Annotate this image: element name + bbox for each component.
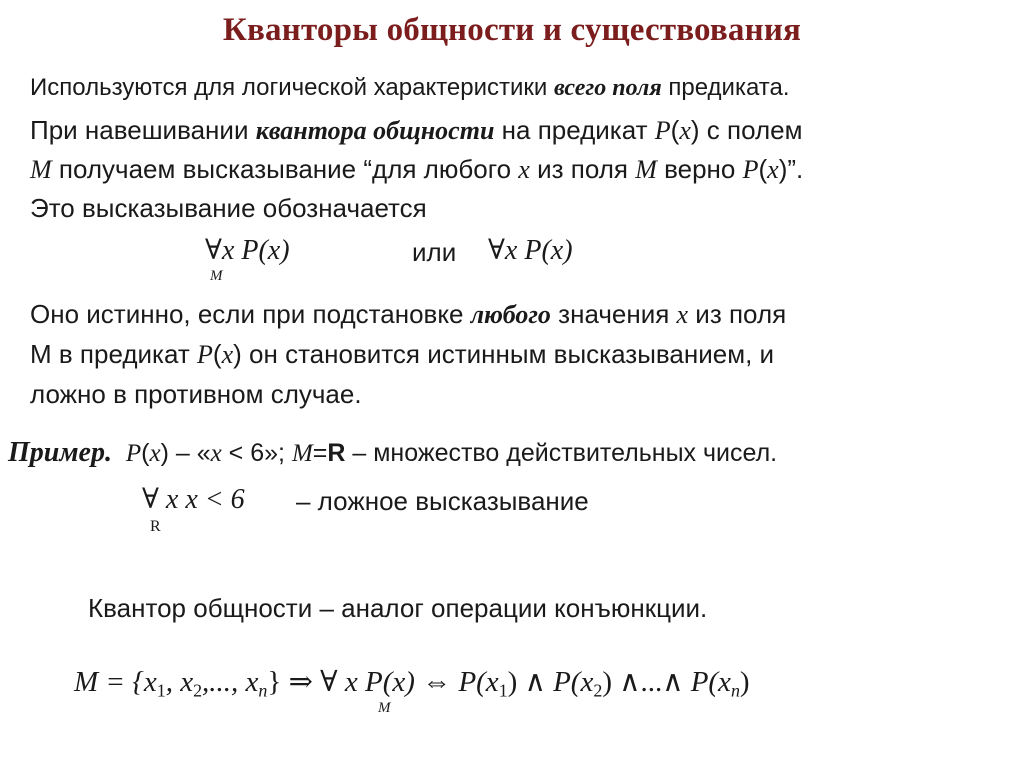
example-formula <box>142 483 245 517</box>
predicate-P: P <box>197 340 213 369</box>
notation-sub-M: M <box>210 268 223 284</box>
formula-part: } <box>267 666 282 698</box>
intro-text: Используются для логической характеристики <box>30 74 555 101</box>
predicate-P: P <box>742 155 759 184</box>
subscript: n <box>730 680 740 701</box>
subscript: 1 <box>156 680 166 701</box>
predicate-P: P <box>125 440 142 467</box>
formula-part: ,..., x <box>202 666 259 698</box>
paren: ( <box>212 339 222 369</box>
field-M: M <box>291 440 313 467</box>
final-formula <box>74 665 750 707</box>
intro-emphasis: всего поля <box>554 75 662 101</box>
para2-line3: ложно в противном случае. <box>30 379 362 409</box>
para1-text: верно <box>656 154 743 184</box>
slide-title: Кванторы общности и существования <box>222 12 802 48</box>
field-M: M <box>30 155 52 184</box>
intro-line <box>30 72 790 104</box>
formula-part: ) <box>507 666 518 698</box>
example-sub-R: R <box>150 518 161 535</box>
forall-icon: ∀ <box>205 235 222 266</box>
example-label: Пример. <box>8 437 112 468</box>
formula-part: P(x <box>553 666 594 698</box>
example-text: – « <box>168 439 211 467</box>
formula-part: ) <box>739 666 750 698</box>
forall-icon: ∀ <box>320 666 338 698</box>
equals-sign: = <box>312 439 328 467</box>
subscript: 1 <box>498 680 508 701</box>
para1-text: с полем <box>699 115 803 145</box>
notation-expr: x P(x) <box>504 235 573 266</box>
para1-line2 <box>30 153 803 186</box>
var-x: x <box>149 440 161 467</box>
subscript: 2 <box>593 680 603 701</box>
notation-expr: x P(x) <box>221 235 290 266</box>
var-x: x <box>221 340 234 369</box>
var-x: x <box>679 116 691 145</box>
para1-text: При навешивании <box>30 115 256 145</box>
forall-icon: ∀ <box>142 484 159 515</box>
example-line <box>8 437 777 470</box>
paren: ) <box>160 439 169 467</box>
var-x: x <box>676 300 689 329</box>
para1-text: на предикат <box>494 115 655 145</box>
iff-icon: ⇔ <box>422 666 452 698</box>
intro-end: предиката. <box>661 74 790 101</box>
para1-emphasis: квантора общности <box>255 116 495 145</box>
forall-icon: ∀ <box>488 235 505 266</box>
var-x: x <box>210 440 222 467</box>
paren: ( <box>141 439 150 467</box>
para2-text: он становится истинным высказыванием, и <box>241 339 775 369</box>
example-text: – множество действительных чисел. <box>345 439 778 467</box>
para1-line3: Это высказывание обозначается <box>30 193 427 223</box>
para2-text: М в предикат <box>30 339 198 369</box>
final-sub-M: M <box>378 700 391 716</box>
para1-text: ”. <box>787 154 804 184</box>
para2-text: из поля <box>688 299 787 329</box>
para1-line1 <box>30 114 802 147</box>
subscript: n <box>258 680 268 701</box>
and-icon: ∧ <box>524 666 546 698</box>
para2-emphasis: любого <box>470 300 551 329</box>
para2-line1 <box>30 298 786 331</box>
notation-forall-M <box>205 234 290 268</box>
var-x: x <box>767 155 779 184</box>
example-expr: x x < 6 <box>165 484 245 515</box>
formula-part: x P(x) <box>344 666 415 698</box>
para2-line2 <box>30 338 774 371</box>
subscript: 2 <box>193 680 203 701</box>
var-x: x <box>518 155 530 184</box>
paren: ( <box>758 154 768 184</box>
conjunction-note: Квантор общности – аналог операции конъюнкции. <box>88 593 708 623</box>
para1-text: получаем высказывание “для любого <box>51 154 519 184</box>
field-M: M <box>635 155 657 184</box>
para2-text: значения <box>550 299 677 329</box>
para1-text: из поля <box>529 154 636 184</box>
para2-text: Оно истинно, если при подстановке <box>30 299 471 329</box>
predicate-P: P <box>654 116 671 145</box>
implies-icon: ⇒ <box>288 666 313 698</box>
paren: ( <box>670 115 680 145</box>
notation-forall <box>488 234 573 268</box>
paren: ) <box>233 339 242 369</box>
formula-part: ) <box>602 666 612 698</box>
paren: ) <box>778 154 788 184</box>
formula-part: M = {x <box>74 666 157 698</box>
paren: ) <box>690 115 700 145</box>
notation-or: или <box>412 237 457 267</box>
and-icon: ∧...∧ <box>619 666 684 698</box>
formula-part: P(x <box>458 666 499 698</box>
formula-part: P(x <box>690 666 731 698</box>
reals-R: R <box>327 439 346 467</box>
example-desc: – ложное высказывание <box>296 486 589 516</box>
example-text: < 6»; <box>221 439 292 467</box>
formula-part: , x <box>165 666 194 698</box>
